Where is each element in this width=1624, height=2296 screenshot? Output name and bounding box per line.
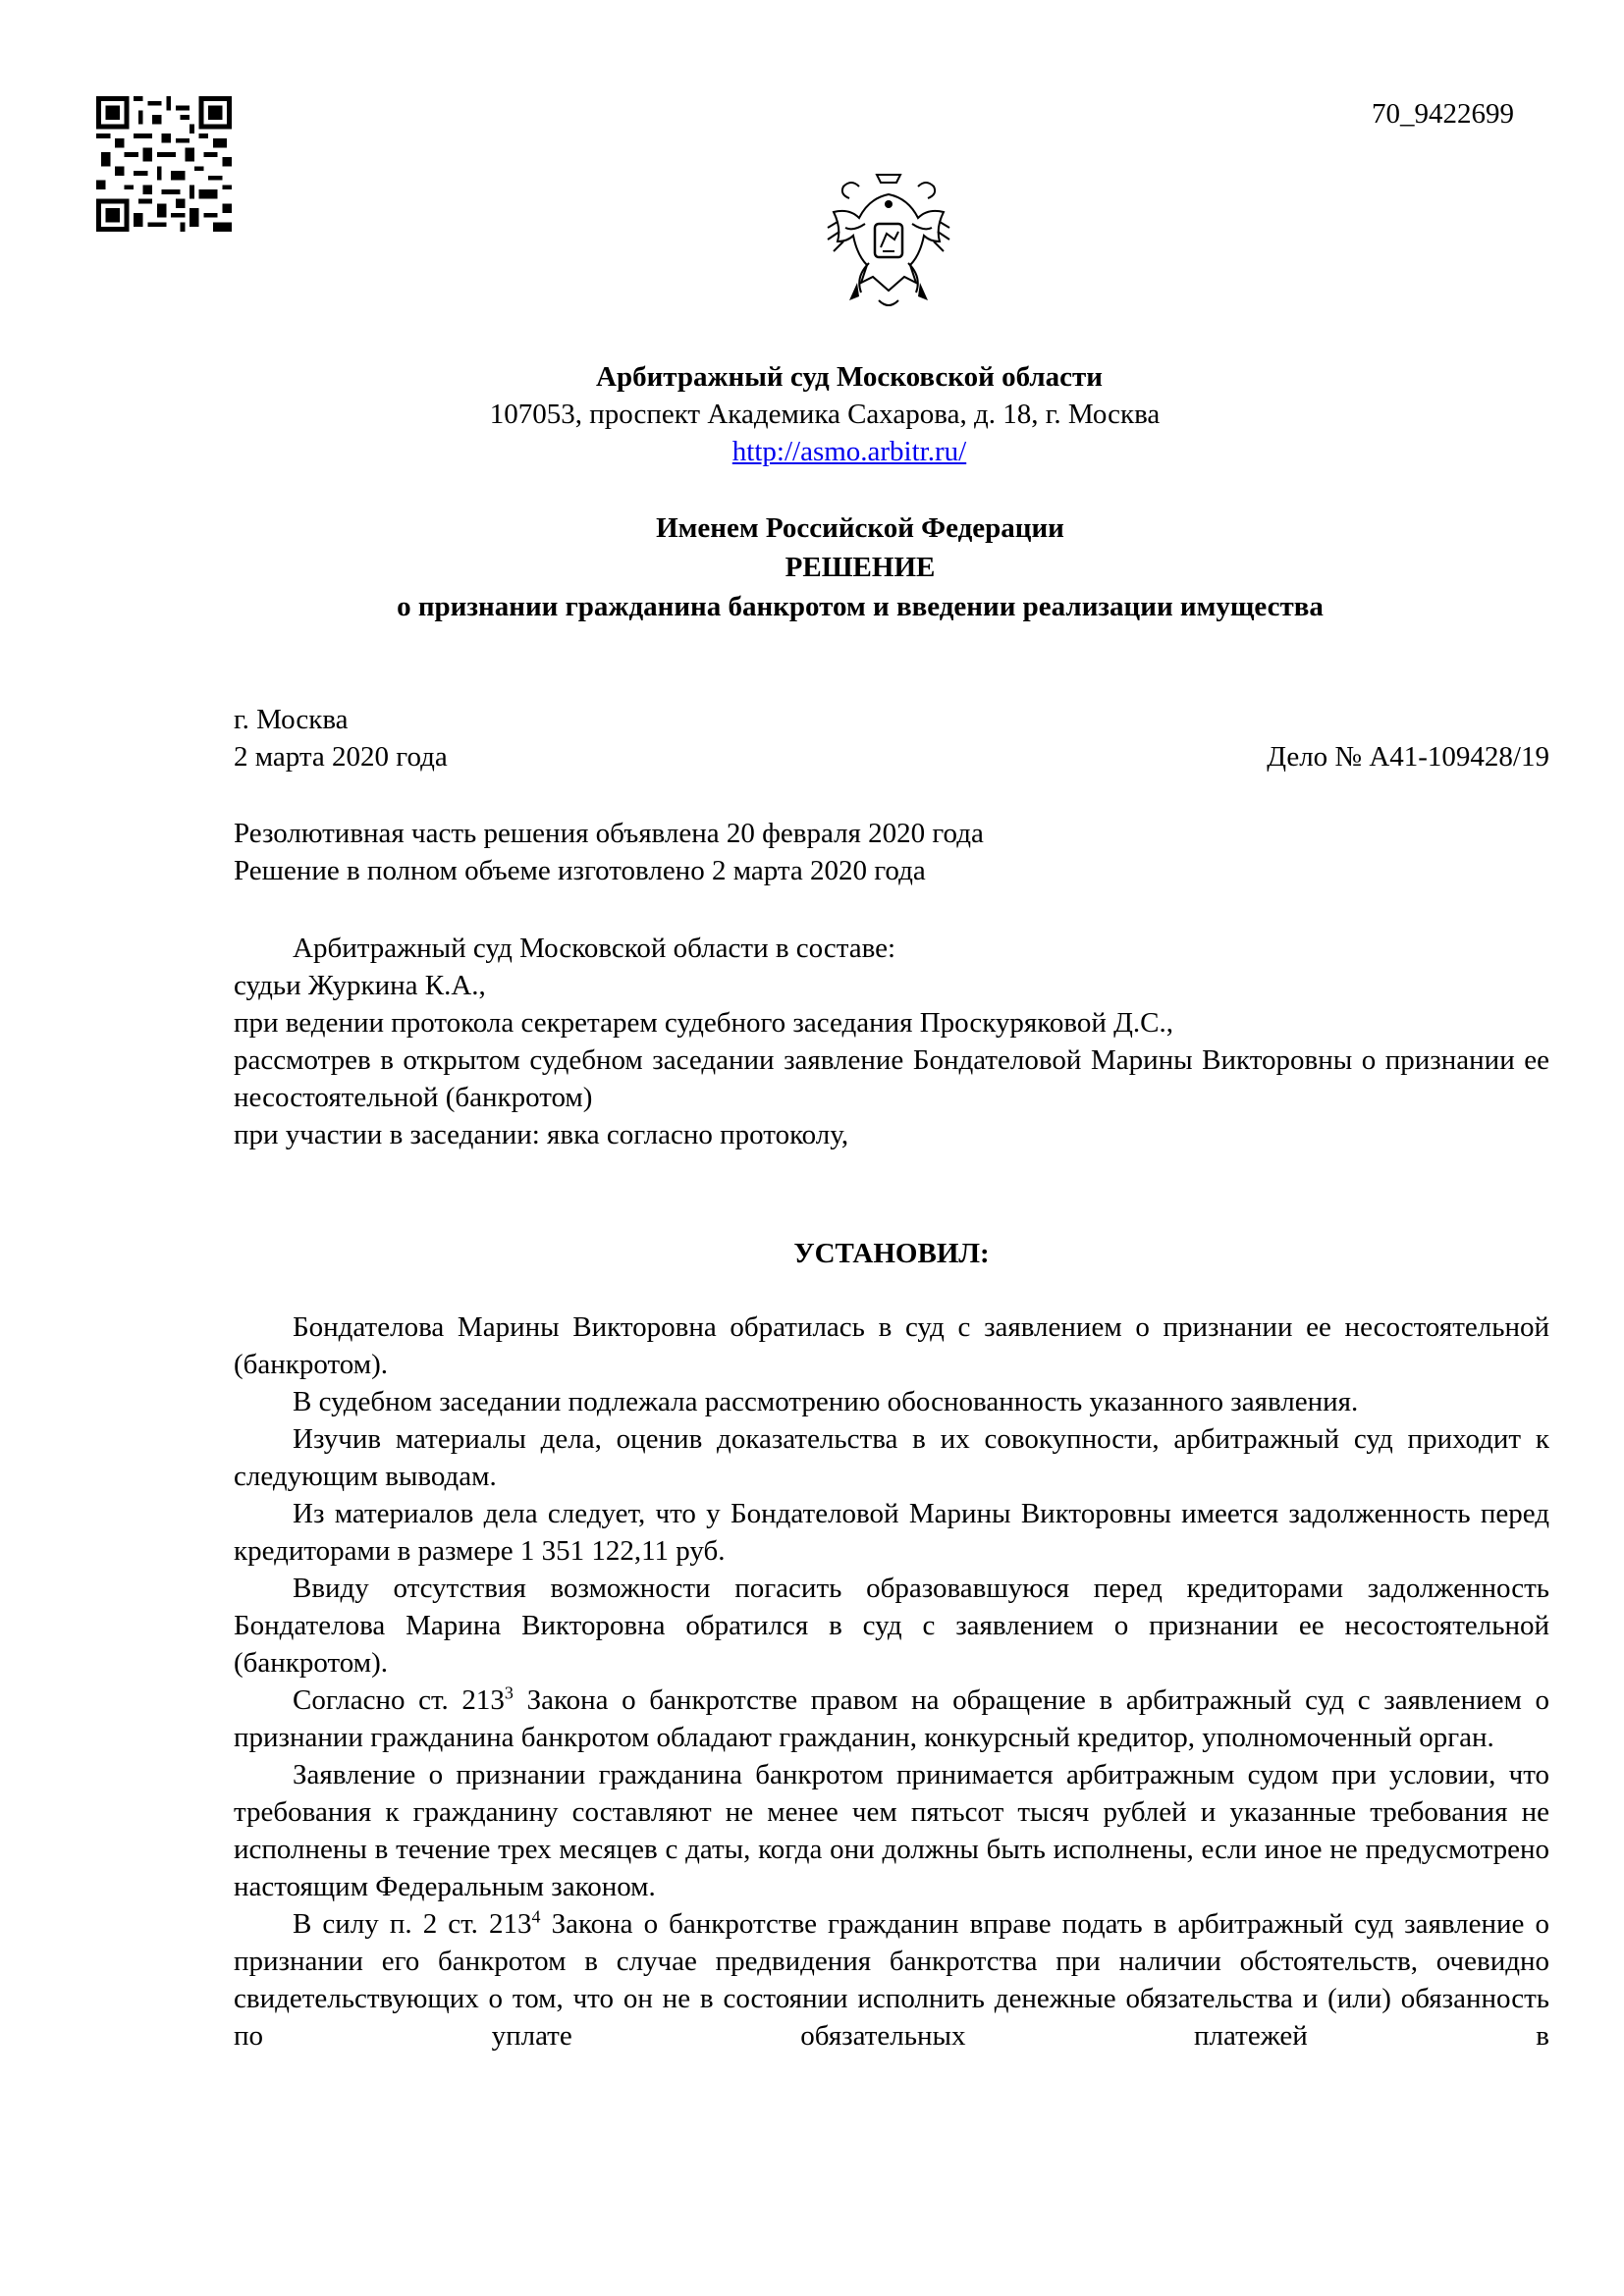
city: г. Москва [234, 704, 349, 735]
intro-line-5: при участии в заседании: явка согласно протоколу, [234, 1119, 849, 1150]
section-heading: УСТАНОВИЛ: [793, 1238, 990, 1269]
intro-line-4: рассмотрев в открытом судебном заседании заявление Бондателовой Марины Викторовны о признании ее несостоятельной (банкротом) [234, 1044, 1549, 1113]
paragraph: Ввиду отсутствия возможности погасить образовавшуюся перед кредиторами задолженность Бондателова Марина Викторовна обратился в суд с заявлением о признании ее несостоятельной (банкротом). [234, 1573, 1549, 1679]
decision-dates [234, 815, 1549, 889]
paragraph-text: В силу п. 2 ст. 213 [293, 1908, 532, 1940]
full-decision-made: Решение в полном объеме изготовлено 2 марта 2020 года [234, 855, 926, 886]
paragraph: Из материалов дела следует, что у Бондателовой Марины Викторовны имеется задолженность перед кредиторами в размере 1 351 122,11 руб. [234, 1498, 1549, 1567]
paragraph: Изучив материалы дела, оценив доказательства в их совокупности, арбитражный суд приходит к следующим выводам. [234, 1423, 1549, 1492]
title-line-3: о признании гражданина банкротом и введении реализации имущества [397, 591, 1324, 622]
court-address: 107053, проспект Академика Сахарова, д. 18, г. Москва [489, 399, 1161, 430]
title-line-2: РЕШЕНИЕ [785, 552, 936, 583]
paragraph [234, 1905, 1549, 2055]
paragraph [234, 1682, 1549, 1756]
superscript: 3 [504, 1682, 514, 1703]
decision-title [0, 508, 1624, 626]
qr-code-icon [96, 96, 232, 232]
decision-body [234, 1308, 1549, 2055]
court-composition [234, 930, 1549, 1153]
intro-line-1: Арбитражный суд Московской области в составе: [293, 933, 896, 964]
court-header [0, 358, 1624, 470]
decision-date: 2 марта 2020 года [234, 741, 448, 773]
case-number: Дело № А41-109428/19 [1267, 741, 1549, 773]
paragraph-text: Закона о банкротстве гражданин вправе подать в арбитражный суд заявление о признании его банкротом в случае предвидения банкротства при наличии обстоятельств, очевидно свидетельствующих о том, что он не в состоянии исполнить денежные обязательства и (или) обязанность по уплате обязательных платежей в [234, 1908, 1549, 2052]
paragraph: Заявление о признании гражданина банкротом принимается арбитражным судом при условии, что требования к гражданину составляют не менее чем пятьсот тысяч рублей и указанные требования не исполнены в течение трех месяцев с даты, когда они должны быть исполнены, если иное не предусмотрено настоящим Федеральным законом. [234, 1759, 1549, 1902]
resolution-announced: Резолютивная часть решения объявлена 20 февраля 2020 года [234, 818, 984, 849]
court-name: Арбитражный суд Московской области [596, 361, 1103, 393]
case-meta [234, 701, 1549, 775]
document-id: 70_9422699 [1372, 98, 1514, 130]
intro-line-2: судьи Журкина К.А., [234, 970, 486, 1001]
title-line-1: Именем Российской Федерации [656, 512, 1064, 544]
paragraph-text: Закона о банкротстве правом на обращение в арбитражный суд с заявлением о признании гражданина банкротом обладают гражданин, конкурсный кредитор, уполномоченный орган. [234, 1684, 1549, 1753]
paragraph: В судебном заседании подлежала рассмотрению обоснованность указанного заявления. [293, 1386, 1359, 1417]
intro-line-3: при ведении протокола секретарем судебного заседания Проскуряковой Д.С., [234, 1007, 1174, 1039]
paragraph-text: Согласно ст. 213 [293, 1684, 505, 1716]
court-website-link[interactable]: http://asmo.arbitr.ru/ [731, 436, 967, 467]
superscript: 4 [531, 1906, 541, 1927]
coat-of-arms-icon [818, 165, 959, 322]
paragraph: Бондателова Марины Викторовна обратилась в суд с заявлением о признании ее несостоятельной (банкротом). [234, 1311, 1549, 1380]
